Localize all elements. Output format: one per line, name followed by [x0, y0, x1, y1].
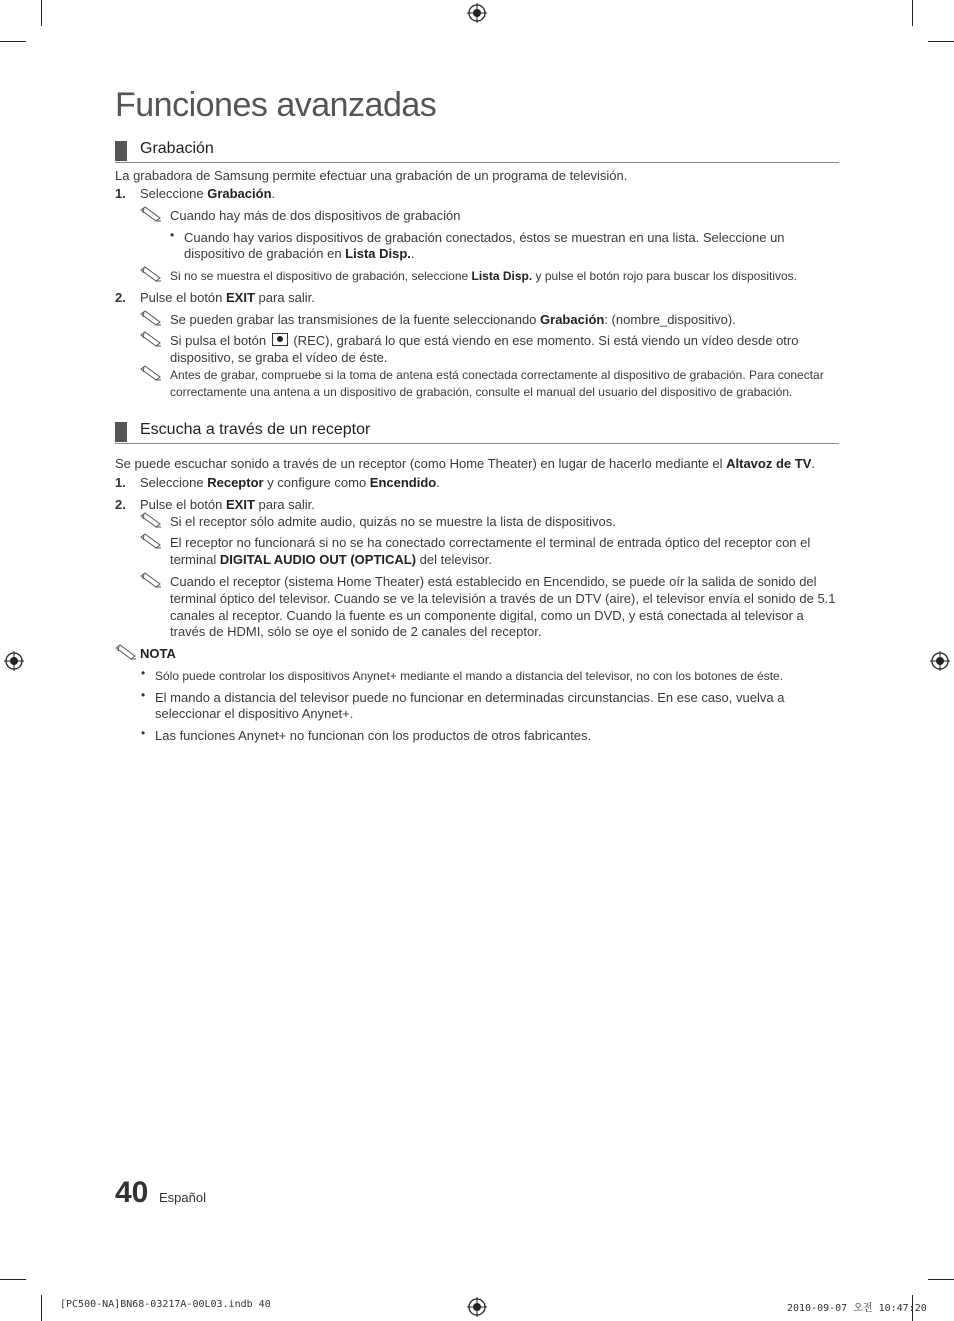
- note-text: Cuando hay más de dos dispositivos de grabación: [170, 208, 461, 223]
- step-item: [115, 186, 126, 202]
- step-text: Seleccione Receptor y configure como Encendido.: [140, 475, 440, 490]
- heading-bar: [115, 422, 127, 442]
- crop-mark: [0, 1279, 26, 1280]
- pencil-note-icon: [115, 644, 137, 660]
- crop-mark: [41, 0, 42, 26]
- note-text: Cuando el receptor (sistema Home Theater) está establecido en Encendido, se puede oír la salida de sonido del: [170, 574, 817, 589]
- step-number: 1.: [115, 475, 126, 490]
- pencil-note-icon: [140, 266, 162, 282]
- crop-mark: [0, 41, 26, 42]
- bullet-text: El mando a distancia del televisor puede no funcionar en determinadas circunstancias. En ese caso, vuelva a: [155, 690, 785, 705]
- bullet-text: Las funciones Anynet+ no funcionan con los productos de otros fabricantes.: [155, 728, 592, 743]
- crop-mark: [928, 1279, 954, 1280]
- registration-mark-icon: [467, 3, 487, 23]
- button-term: EXIT: [226, 497, 255, 512]
- pencil-note-icon: [140, 206, 162, 222]
- pencil-note-icon: [140, 512, 162, 528]
- bullet-icon: •: [141, 666, 146, 680]
- bullet-text: Cuando hay varios dispositivos de grabación conectados, éstos se muestran en una lista. Seleccione un: [184, 230, 785, 245]
- note-text: El receptor no funcionará si no se ha conectado correctamente el terminal de entrada óptico del receptor con el: [170, 535, 811, 550]
- note-text: Si no se muestra el dispositivo de grabación, seleccione Lista Disp. y pulse el botón rojo para buscar los dispositivos.: [170, 269, 797, 283]
- section-title: Escucha a través de un receptor: [140, 421, 371, 438]
- step-text: Pulse el botón EXIT para salir.: [140, 497, 315, 512]
- note-text: dispositivo, se graba el vídeo de éste.: [170, 350, 388, 365]
- page-title: Funciones avanzadas: [115, 86, 437, 124]
- note-text: terminal óptico del televisor. Cuando se ve la televisión a través de un DTV (aire), el televisor envía el sonido de 5.1: [170, 591, 836, 606]
- registration-mark-icon: [4, 651, 24, 671]
- menu-term: Altavoz de TV: [726, 456, 812, 471]
- note-text: terminal DIGITAL AUDIO OUT (OPTICAL) del televisor.: [170, 552, 492, 567]
- menu-term: Grabación: [207, 186, 272, 201]
- step-item: [115, 290, 126, 306]
- note-text: Si el receptor sólo admite audio, quizás no se muestre la lista de dispositivos.: [170, 514, 616, 529]
- step-number: 2.: [115, 290, 126, 305]
- print-timestamp: 2010-09-07 오전 10:47:20: [787, 1303, 927, 1314]
- note-text: Si pulsa el botón (REC), grabará lo que está viendo en ese momento. Si está viendo un vídeo desde otro: [170, 333, 799, 348]
- section-title: Grabación: [140, 140, 214, 157]
- button-term: EXIT: [226, 290, 255, 305]
- rec-button-icon: [272, 333, 288, 346]
- note-text: canales al receptor. Cuando la fuente es un componente digital, como un DVD, y está conectada al televisor a: [170, 608, 804, 623]
- menu-term: Lista Disp.: [471, 269, 533, 283]
- pencil-note-icon: [140, 572, 162, 588]
- pencil-note-icon: [140, 331, 162, 347]
- nota-label: NOTA: [140, 646, 176, 661]
- intro-text: Se puede escuchar sonido a través de un receptor (como Home Theater) en lugar de hacerlo mediante el Altavoz de TV.: [115, 456, 815, 471]
- bullet-icon: •: [170, 228, 175, 242]
- bullet-text: seleccionar el dispositivo Anynet+.: [155, 706, 354, 721]
- pencil-note-icon: [140, 310, 162, 326]
- bullet-text: Sólo puede controlar los dispositivos Anynet+ mediante el mando a distancia del televisor, no con los botones de éste.: [155, 669, 784, 683]
- crop-mark: [912, 0, 913, 26]
- registration-mark-icon: [930, 651, 950, 671]
- note-text: Antes de grabar, compruebe si la toma de antena está conectada correctamente al dispositivo de grabación. Para conectar: [170, 368, 824, 382]
- bullet-icon: •: [141, 688, 146, 702]
- step-item: [115, 497, 126, 513]
- step-number: 1.: [115, 186, 126, 201]
- step-item: [115, 475, 126, 491]
- print-file-info: [PC500-NA]BN68-03217A-00L03.indb 40: [60, 1299, 271, 1310]
- crop-mark: [928, 41, 954, 42]
- section-heading-grabacion: [115, 140, 839, 163]
- page-language: Español: [159, 1190, 206, 1205]
- registration-mark-icon: [467, 1297, 487, 1317]
- step-text: Pulse el botón EXIT para salir.: [140, 290, 315, 305]
- menu-term: Encendido: [369, 475, 437, 490]
- note-text: Se pueden grabar las transmisiones de la fuente seleccionando Grabación: (nombre_dispositivo).: [170, 312, 736, 327]
- menu-term: Receptor: [207, 475, 264, 490]
- menu-term: Lista Disp.: [345, 246, 411, 261]
- note-text: correctamente una antena a un dispositivo de grabación, consulte el manual del usuario del dispositivo de grabación.: [170, 385, 793, 399]
- step-text: Seleccione Grabación.: [140, 186, 276, 201]
- page-number: 40: [115, 1176, 149, 1209]
- section-heading-receptor: [115, 421, 839, 444]
- bullet-text: dispositivo de grabación en Lista Disp..: [184, 246, 415, 261]
- intro-text: La grabadora de Samsung permite efectuar una grabación de un programa de televisión.: [115, 168, 628, 183]
- menu-term: Grabación: [540, 312, 605, 327]
- terminal-term: DIGITAL AUDIO OUT (OPTICAL): [219, 552, 417, 567]
- bullet-icon: •: [141, 726, 146, 740]
- crop-mark: [41, 1295, 42, 1321]
- pencil-note-icon: [140, 533, 162, 549]
- heading-bar: [115, 141, 127, 161]
- step-number: 2.: [115, 497, 126, 512]
- note-text: través de HDMI, sólo se oye el sonido de 2 canales del receptor.: [170, 624, 542, 639]
- pencil-note-icon: [140, 365, 162, 381]
